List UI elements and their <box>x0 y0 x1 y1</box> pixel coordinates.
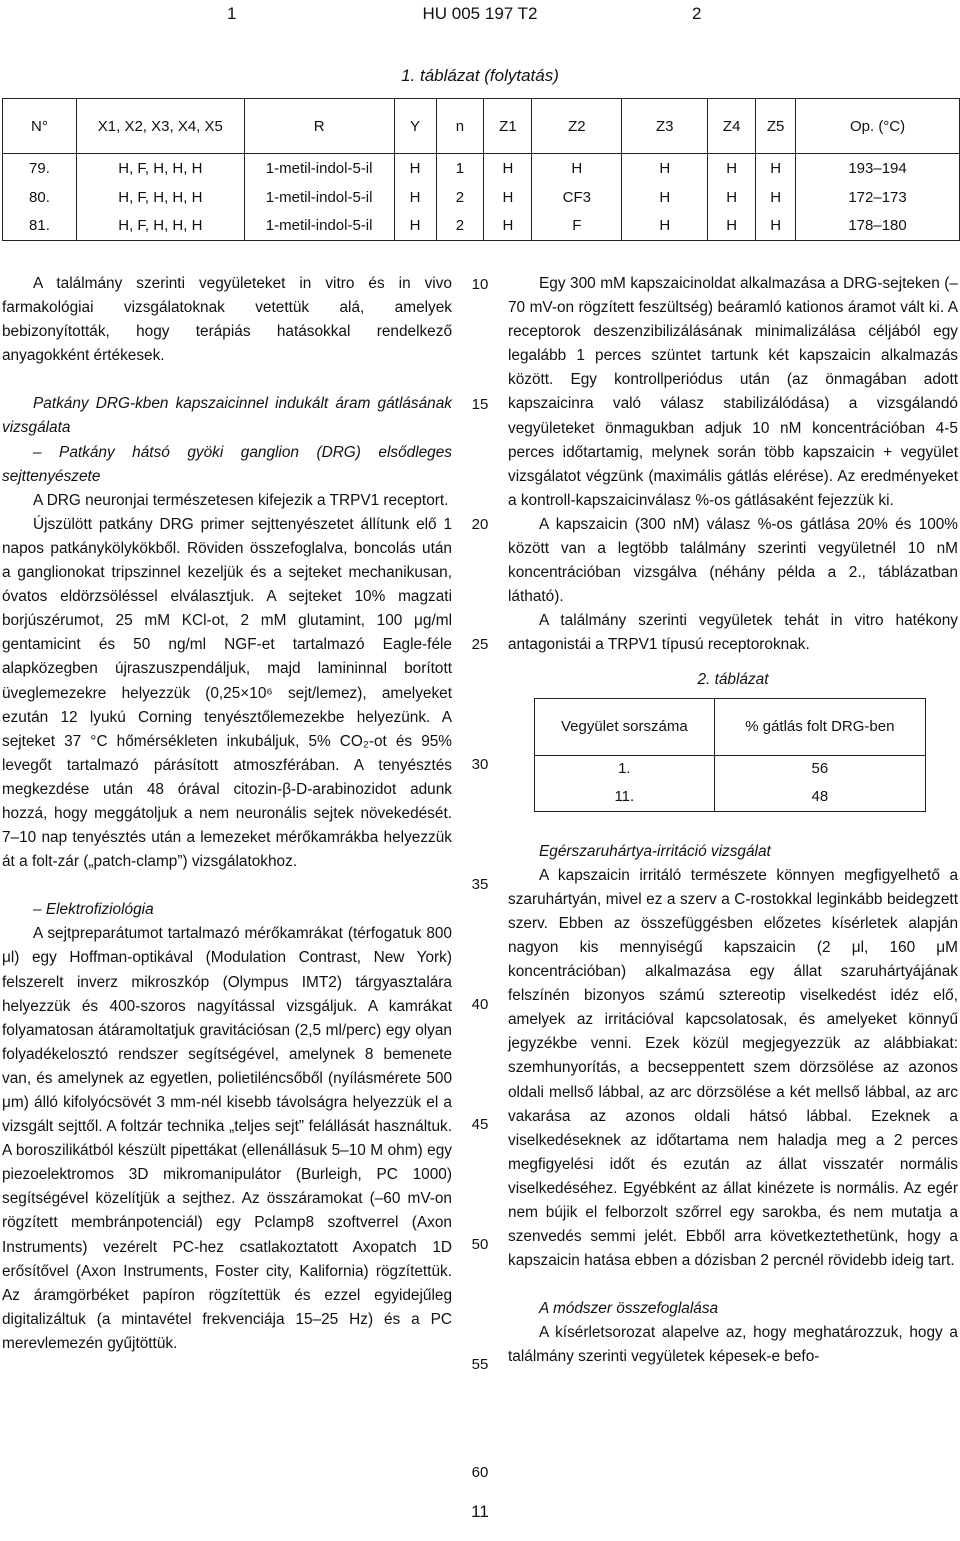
paragraph: A DRG neuronjai természetesen kifejezik a TRPV1 receptort. <box>33 491 449 509</box>
table-cell: 81. <box>3 212 77 241</box>
table2-header-row <box>535 698 926 755</box>
table-cell: 48 <box>714 783 925 811</box>
col-header: Z1 <box>484 99 532 154</box>
table-cell: H <box>484 183 532 212</box>
table-cell: 2 <box>436 212 484 241</box>
page-number: 11 <box>471 1502 489 1521</box>
document-number: HU 005 197 T2 <box>422 4 538 23</box>
table-row <box>3 212 960 241</box>
table-cell: 1-metil-indol-5-il <box>244 183 394 212</box>
right-column <box>508 272 958 1370</box>
col-header: N° <box>3 99 77 154</box>
table-cell: F <box>532 212 622 241</box>
paragraph: A találmány szerinti vegyületek tehát in vitro hatékony antagonistái a TRPV1 típusú receptoroknak. <box>508 612 958 654</box>
table-cell: H <box>622 212 708 241</box>
table-cell: H <box>622 183 708 212</box>
line-number: 35 <box>471 876 489 893</box>
col-header: Op. (°C) <box>796 99 960 154</box>
table-cell: 172–173 <box>796 183 960 212</box>
paragraph: A kísérletsorozat alapelve az, hogy meghatározzuk, hogy a találmány szerinti vegyületek képesek-e befo- <box>508 1324 958 1366</box>
section-heading: A módszer összefoglalása <box>539 1300 719 1318</box>
line-number: 60 <box>471 1464 489 1481</box>
table-cell: H <box>484 212 532 241</box>
table-cell: CF3 <box>532 183 622 212</box>
table-cell: H <box>756 212 796 241</box>
line-number: 10 <box>471 276 489 293</box>
paragraph: A kapszaicin (300 nM) válasz %-os gátlása 20% és 100% között van a legtöbb találmány szerinti vegyületnél 10 nM koncentrációban vizsgálva (néhány példa a 2., táblázatban látható). <box>508 515 958 606</box>
paragraph: Egy 300 mM kapszaicinoldat alkalmazása a DRG-sejteken (–70 mV-on rögzített feszültség) beáramló kationos áramot vált ki. A receptorok deszenzibilizálásának minimalizálása céljából egy legalább 1 perces szüntet tartunk két kapszaicin alkalmazás között. Egy kontrollperiódus után (az önmagában adott kapszaicinra való válasz stabilizálódása) a vizsgálandó vegyületeket önmagukban adjuk 10 nM koncentrációban 4-5 perces időtartamig, melynek során több kapszaicin + vegyület vizsgálatot végzünk (maximális gátlás elérése). Az eredményeket a kontroll-kapszaicinválasz %-os gátlásaként fejezzük ki. <box>508 275 958 509</box>
line-number: 25 <box>471 636 489 653</box>
line-number: 15 <box>471 396 489 413</box>
table-cell: H <box>484 154 532 183</box>
table1 <box>2 98 960 241</box>
table-cell: 1 <box>436 154 484 183</box>
table-row <box>3 183 960 212</box>
col-header: n <box>436 99 484 154</box>
table1-header-row <box>3 99 960 154</box>
section-heading: Egérszaruhártya-irritáció vizsgálat <box>539 842 771 860</box>
paragraph: Újszülött patkány DRG primer sejttenyészetet állítunk elő 1 napos patkánykölykökből. Röviden összefoglalva, boncolás után a ganglionokat tripszinnel kezeljük és a sejteket mechanikusan, óvatos eldörzsöléssel elválasztjuk. A sejteket 10% magzati borjúszérumot, 25 mM KCl-ot, 2 mM glutamint, 100 μg/ml gentamicint és 50 ng/ml NGF-et tartalmazó Eagle-féle alapközegben újraszuszpendáljuk, majd lamininnal borított üveglemezekre helyezzük (0,25×10⁶ sejt/lemez), amelyeket ezután 12 lyukú Corning tenyésztőlemezekbe helyezünk. A sejteket 37 °C hőmérsékleten inkubáljuk, 5% CO₂-ot és 95% levegőt tartalmazó párásított atmoszférában. A tenyésztés megkezdése után 48 órával citozin-β-D-arabinozidot adunk hozzá, hogy meggátoljuk a nem neuronális sejtek növekedését. 7–10 nap tenyésztés után a lemezeket mérőkamrákba helyezzük át a folt-zár („patch-clamp”) vizsgálatokhoz. <box>2 515 452 871</box>
table-cell: 80. <box>3 183 77 212</box>
table2 <box>534 698 926 812</box>
table-cell: H <box>756 183 796 212</box>
line-number: 40 <box>471 996 489 1013</box>
subsection-heading: – Patkány hátsó gyöki ganglion (DRG) elsődleges sejttenyészete <box>2 443 452 485</box>
table-cell: 2 <box>436 183 484 212</box>
page-number-right: 2 <box>692 4 702 23</box>
subsection-heading: – Elektrofiziológia <box>33 901 154 919</box>
table2-caption: 2. táblázat <box>697 670 769 688</box>
table-cell: 1-metil-indol-5-il <box>244 154 394 183</box>
table-cell: H <box>708 212 756 241</box>
table-cell: H <box>394 212 436 241</box>
table-cell: 11. <box>535 783 715 811</box>
page-number-left: 1 <box>227 4 237 23</box>
table-cell: 178–180 <box>796 212 960 241</box>
line-number: 20 <box>471 516 489 533</box>
col-header: Y <box>394 99 436 154</box>
table-cell: 1-metil-indol-5-il <box>244 212 394 241</box>
col-header: Z4 <box>708 99 756 154</box>
col-header: Z5 <box>756 99 796 154</box>
col-header: % gátlás folt DRG-ben <box>714 698 925 755</box>
line-number: 30 <box>471 756 489 773</box>
col-header: R <box>244 99 394 154</box>
table-cell: H <box>394 154 436 183</box>
col-header: Vegyület sorszáma <box>535 698 715 755</box>
paragraph: A kapszaicin irritáló természete könnyen megfigyelhető a szaruhártyán, mivel ez a szerv a C-rostokkal leginkább beidegzett szerv. Ebben az összefüggésben előzetes kísérletek alapján nagyon kis mennyiségű kapszaicin (2 μl, 160 μM koncentrációban) alkalmazása egy állat szaruhártyájának felszínén bizonyos számú sztereotip viselkedést idéz elő, amelyek az irritációval kapcsolatosak, és amelyeket könnyű jegyzékbe venni. Ezek közül megjegyezzük az alábbiakat: szemhunyorítás, a becseppentett szem dörzsölése az azonos oldali mellső lábbal, az arc dörzsölése a két mellső lábbal, az arc vakarása az azonos oldali hátsó lábbal. Ezeknek a viselkedéseknek az időtartama nem haladja meg a 2 perces megfigyelési időt és ezután az állat visszatér normális viselkedéséhez. Egyébként az állat kinézete is normális. Az egér nem bújik el felborzolt szőrrel egy sarokba, és nem mutatja a szenvedés semmi jelét. Ebből arra következtethetünk, hogy a kapszaicin hatása ebben a dózisban 2 percnél rövidebb ideig tart. <box>508 866 958 1270</box>
table1-caption: 1. táblázat (folytatás) <box>401 66 559 85</box>
table-cell: H <box>532 154 622 183</box>
col-header: X1, X2, X3, X4, X5 <box>76 99 244 154</box>
intro-paragraph: A találmány szerinti vegyületeket in vitro és in vivo farmakológiai vizsgálatoknak vetettük alá, amelyek bebizonyították, hogy terápiás hatásokkal rendelkező anyagokként értékesek. <box>2 275 452 365</box>
section-heading: Patkány DRG-kben kapszaicinnel indukált áram gátlásának vizsgálata <box>2 395 452 437</box>
table-row <box>535 755 926 783</box>
table-cell: H, F, H, H, H <box>76 183 244 212</box>
table-cell: H <box>756 154 796 183</box>
line-number: 45 <box>471 1116 489 1133</box>
table-row <box>535 783 926 811</box>
table-cell: H, F, H, H, H <box>76 212 244 241</box>
table-cell: 79. <box>3 154 77 183</box>
table-cell: 1. <box>535 755 715 783</box>
col-header: Z2 <box>532 99 622 154</box>
table-cell: H <box>622 154 708 183</box>
table-cell: H <box>708 154 756 183</box>
table-cell: H, F, H, H, H <box>76 154 244 183</box>
line-number: 50 <box>471 1236 489 1253</box>
col-header: Z3 <box>622 99 708 154</box>
table-cell: H <box>394 183 436 212</box>
left-column <box>2 272 452 1356</box>
paragraph: A sejtpreparátumot tartalmazó mérőkamrákat (térfogatuk 800 μl) egy Hoffman-optikával (Modulation Contrast, New York) felszerelt inverz mikroszkóp (Olympus IMT2) tárgyasztalára helyezzük és 400-szoros nagyítással vizsgáljuk. A kamrákat folyamatosan átáramoltatjuk gravitációsan (2,5 ml/perc) egy olyan folyadékelosztó rendszer segítségével, amelynek 8 bemenete van, és amelynek az egyetlen, polietiléncsőből (nyílásmérete 500 μm) álló kifolyócsövét 3 mm-nél kisebb távolságra helyezzük el a vizsgált sejttől. A foltzár technika „teljes sejt” felállását használtuk. A boroszilikátból készült pipettákat (ellenállásuk 5–10 M ohm) egy piezoelektromos 3D mikromanipulátor (Burleigh, PC 1000) segítségével közelítjük a sejthez. Az összáramokat (–60 mV-on rögzített membránpotenciál) egy Pclamp8 szoftverrel (Axon Instruments) vezérelt PC-hez csatlakoztatott Axopatch 1D erősítővel (Axon Instruments, Foster city, Kalifornia) rögzítettük. Az áramgörbéket papíron rögzítettük és ezzel egyidejűleg digitalizáltuk (a mintavétel frekvenciája 15–25 Hz) és a PC merevlemezén gyűjtöttük. <box>2 925 452 1352</box>
table-cell: H <box>708 183 756 212</box>
table-cell: 193–194 <box>796 154 960 183</box>
table-row <box>3 154 960 183</box>
table-cell: 56 <box>714 755 925 783</box>
line-number: 55 <box>471 1356 489 1373</box>
